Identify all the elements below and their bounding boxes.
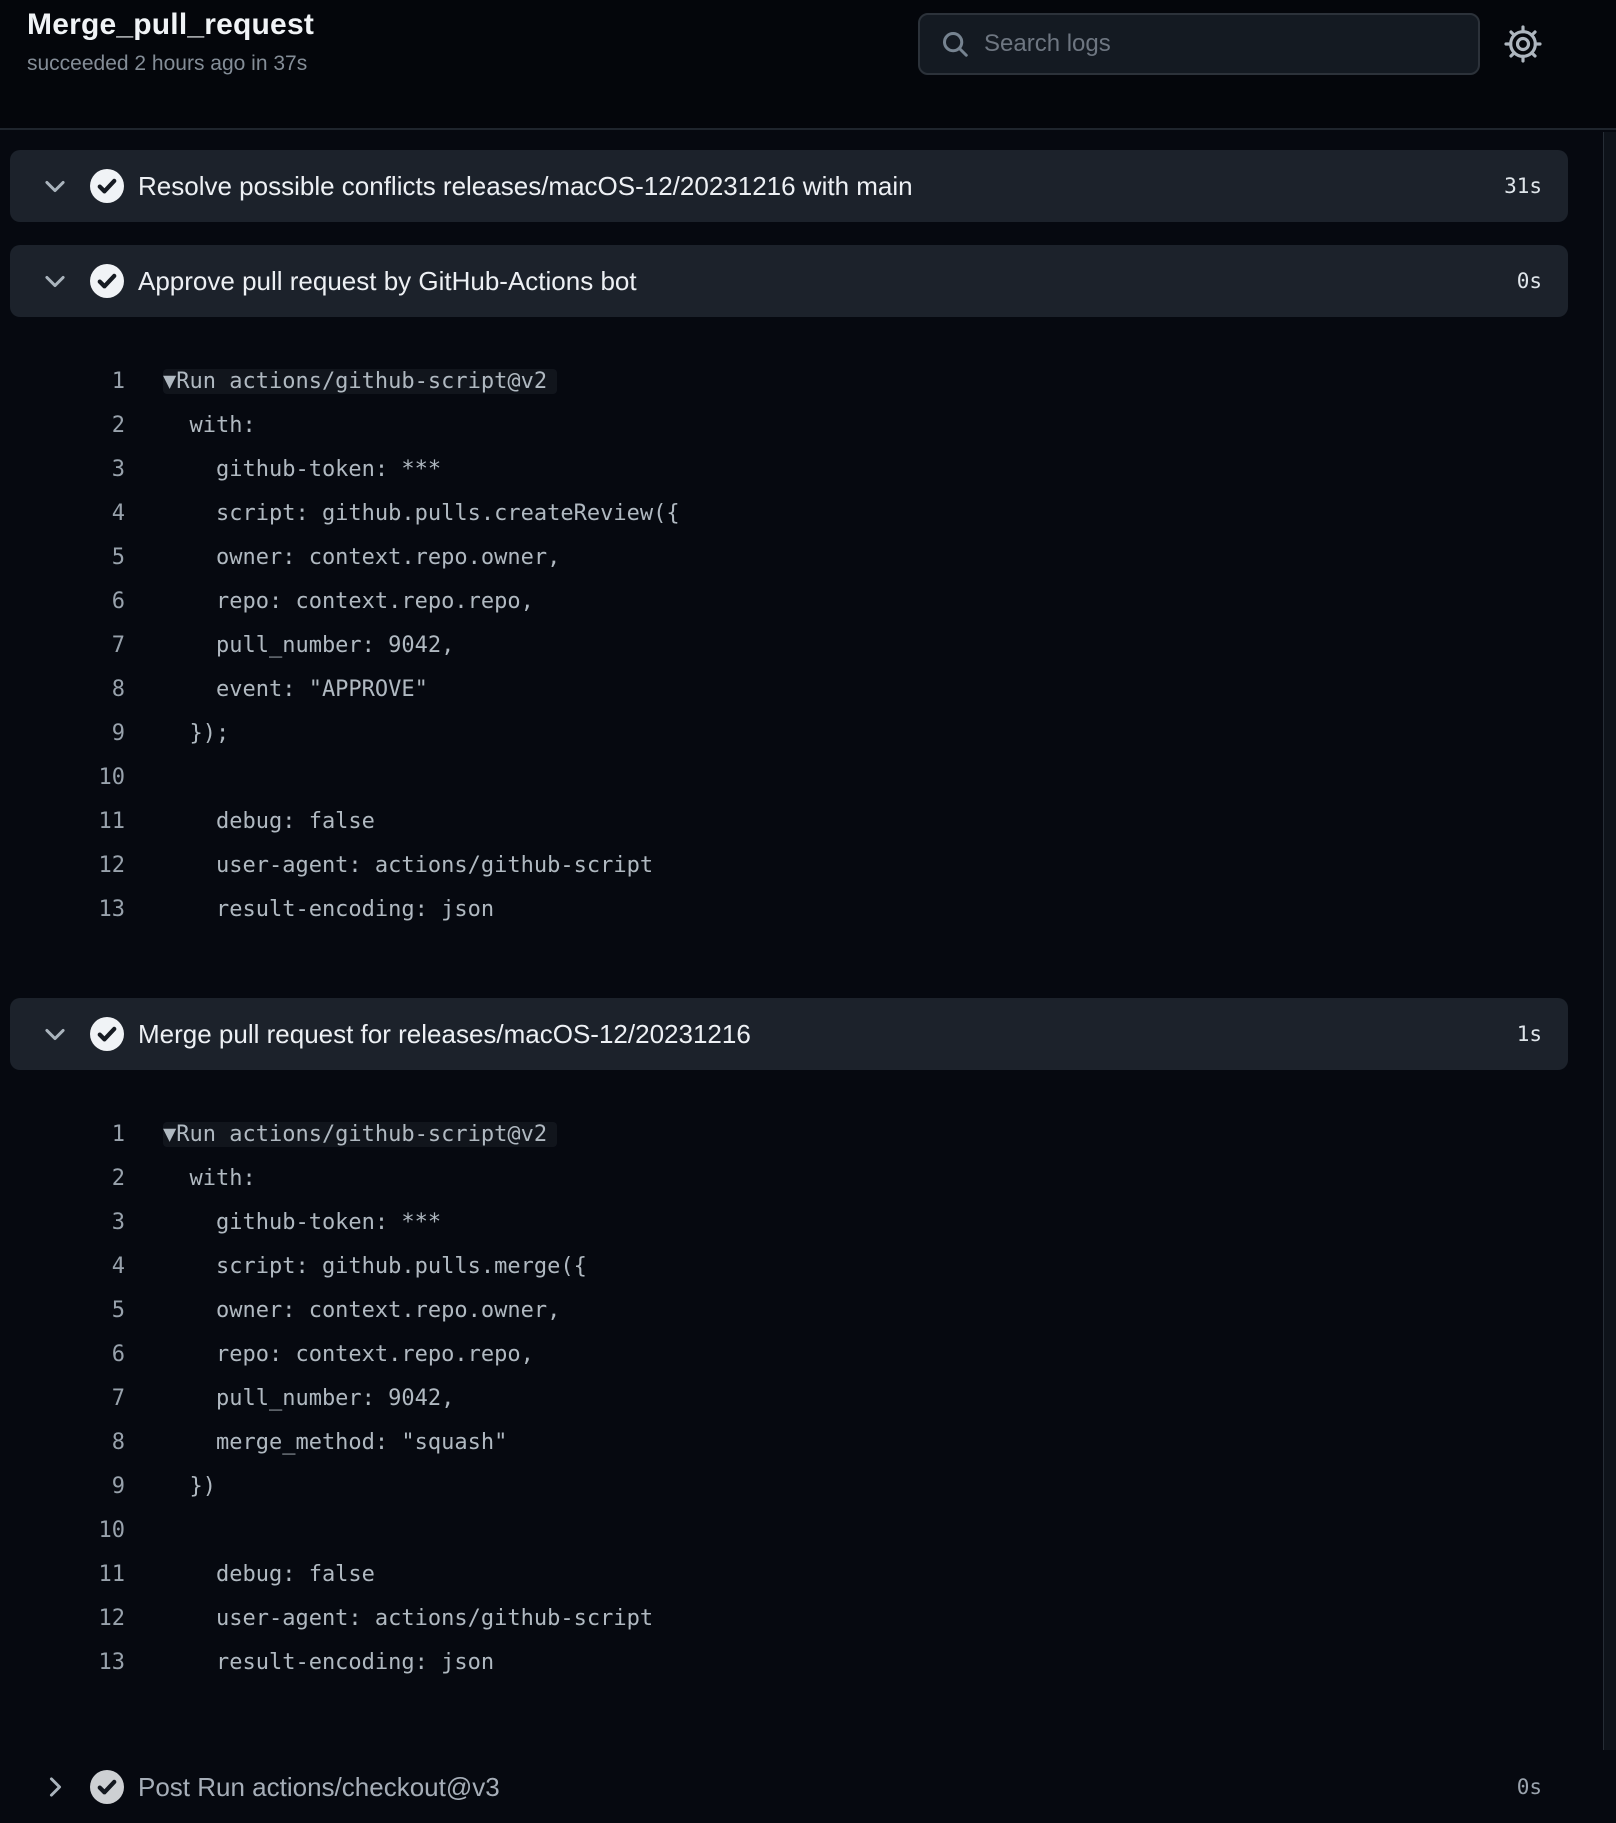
line-text: event: "APPROVE" bbox=[163, 676, 428, 702]
line-text: script: github.pulls.createReview({ bbox=[163, 500, 680, 526]
line-number[interactable]: 5 bbox=[111, 544, 125, 570]
search-logs-box[interactable] bbox=[918, 13, 1480, 75]
line-text: user-agent: actions/github-script bbox=[163, 1605, 654, 1631]
line-text: }); bbox=[163, 720, 230, 746]
step-header[interactable] bbox=[10, 150, 1568, 222]
log-steps-list bbox=[0, 130, 1558, 1823]
line-number[interactable]: 3 bbox=[111, 1209, 125, 1235]
step-title: Post Run actions/checkout@v3 bbox=[138, 1771, 500, 1802]
line-number[interactable]: 12 bbox=[98, 1605, 125, 1631]
success-check-icon bbox=[90, 169, 124, 203]
log-line bbox=[10, 1508, 1558, 1552]
line-number[interactable]: 4 bbox=[111, 500, 125, 526]
log-line bbox=[10, 1200, 1558, 1244]
log-line bbox=[10, 1640, 1558, 1684]
log-line bbox=[10, 843, 1558, 887]
step-duration: 0s bbox=[1516, 269, 1542, 293]
step-duration: 31s bbox=[1504, 174, 1542, 198]
log-line bbox=[10, 579, 1558, 623]
step-section bbox=[10, 150, 1558, 222]
line-text: github-token: *** bbox=[163, 456, 442, 482]
scrollbar-track[interactable] bbox=[1603, 132, 1616, 1750]
log-line bbox=[10, 1332, 1558, 1376]
line-text: repo: context.repo.repo, bbox=[163, 588, 534, 614]
step-logs bbox=[10, 317, 1558, 975]
chevron-down-icon[interactable] bbox=[42, 173, 68, 199]
log-line bbox=[10, 1376, 1558, 1420]
step-header[interactable] bbox=[10, 245, 1568, 317]
log-line bbox=[10, 1112, 1558, 1156]
line-number[interactable]: 5 bbox=[111, 1297, 125, 1323]
line-text: user-agent: actions/github-script bbox=[163, 852, 654, 878]
line-number[interactable]: 3 bbox=[111, 456, 125, 482]
log-line bbox=[10, 887, 1558, 931]
line-text: debug: false bbox=[163, 808, 375, 834]
step-header[interactable] bbox=[10, 1751, 1568, 1823]
line-number[interactable]: 7 bbox=[111, 1385, 125, 1411]
line-text: }) bbox=[163, 1473, 216, 1499]
step-header[interactable] bbox=[10, 998, 1568, 1070]
log-settings-button[interactable] bbox=[1500, 21, 1546, 67]
step-section bbox=[10, 245, 1558, 975]
step-logs bbox=[10, 1070, 1558, 1728]
line-number[interactable]: 11 bbox=[98, 808, 125, 834]
log-line bbox=[10, 1596, 1558, 1640]
line-text: ▼Run actions/github-script@v2 bbox=[163, 369, 557, 394]
search-icon bbox=[940, 29, 970, 59]
log-line bbox=[10, 1156, 1558, 1200]
success-check-icon bbox=[90, 1770, 124, 1804]
step-duration: 1s bbox=[1516, 1022, 1542, 1046]
chevron-right-icon[interactable] bbox=[42, 1774, 68, 1800]
chevron-down-icon[interactable] bbox=[42, 1021, 68, 1047]
log-line bbox=[10, 403, 1558, 447]
line-text: repo: context.repo.repo, bbox=[163, 1341, 534, 1367]
line-number[interactable]: 6 bbox=[111, 1341, 125, 1367]
log-line bbox=[10, 1244, 1558, 1288]
line-text: github-token: *** bbox=[163, 1209, 442, 1235]
line-text: with: bbox=[163, 1165, 256, 1191]
log-line bbox=[10, 623, 1558, 667]
line-number[interactable]: 11 bbox=[98, 1561, 125, 1587]
line-number[interactable]: 10 bbox=[98, 764, 125, 790]
job-status-text: succeeded 2 hours ago in 37s bbox=[27, 52, 308, 75]
step-title: Resolve possible conflicts releases/macOS-12/20231216 with main bbox=[138, 170, 913, 201]
line-text: result-encoding: json bbox=[163, 896, 495, 922]
line-text: owner: context.repo.owner, bbox=[163, 544, 561, 570]
line-text: owner: context.repo.owner, bbox=[163, 1297, 561, 1323]
success-check-icon bbox=[90, 1017, 124, 1051]
step-title: Approve pull request by GitHub-Actions bot bbox=[138, 265, 637, 296]
log-line bbox=[10, 1288, 1558, 1332]
line-text: pull_number: 9042, bbox=[163, 632, 455, 658]
line-number[interactable]: 9 bbox=[111, 720, 125, 746]
log-line bbox=[10, 799, 1558, 843]
step-section bbox=[10, 1751, 1558, 1823]
log-line bbox=[10, 359, 1558, 403]
line-number[interactable]: 7 bbox=[111, 632, 125, 658]
line-text: debug: false bbox=[163, 1561, 375, 1587]
log-line bbox=[10, 711, 1558, 755]
line-text: result-encoding: json bbox=[163, 1649, 495, 1675]
line-text: pull_number: 9042, bbox=[163, 1385, 455, 1411]
log-line bbox=[10, 1464, 1558, 1508]
line-number[interactable]: 2 bbox=[111, 1165, 125, 1191]
line-text: with: bbox=[163, 412, 256, 438]
step-duration: 0s bbox=[1516, 1775, 1542, 1799]
line-number[interactable]: 10 bbox=[98, 1517, 125, 1543]
step-section bbox=[10, 998, 1558, 1728]
line-number[interactable]: 8 bbox=[111, 1429, 125, 1455]
line-number[interactable]: 1 bbox=[111, 1121, 125, 1147]
line-number[interactable]: 1 bbox=[111, 368, 125, 394]
line-number[interactable]: 13 bbox=[98, 896, 125, 922]
success-check-icon bbox=[90, 264, 124, 298]
line-text: merge_method: "squash" bbox=[163, 1429, 508, 1455]
step-title: Merge pull request for releases/macOS-12/20231216 bbox=[138, 1018, 751, 1049]
log-line bbox=[10, 1420, 1558, 1464]
line-number[interactable]: 12 bbox=[98, 852, 125, 878]
log-line bbox=[10, 491, 1558, 535]
search-logs-input[interactable] bbox=[984, 30, 1424, 58]
gear-icon bbox=[1503, 24, 1543, 64]
log-line bbox=[10, 1552, 1558, 1596]
log-line bbox=[10, 667, 1558, 711]
line-text: script: github.pulls.merge({ bbox=[163, 1253, 587, 1279]
log-line bbox=[10, 535, 1558, 579]
job-header bbox=[0, 0, 1616, 130]
line-number[interactable]: 9 bbox=[111, 1473, 125, 1499]
line-number[interactable]: 4 bbox=[111, 1253, 125, 1279]
line-number[interactable]: 8 bbox=[111, 676, 125, 702]
line-number[interactable]: 13 bbox=[98, 1649, 125, 1675]
log-line bbox=[10, 447, 1558, 491]
job-title: Merge_pull_request bbox=[27, 8, 315, 41]
line-text: ▼Run actions/github-script@v2 bbox=[163, 1122, 557, 1147]
line-number[interactable]: 2 bbox=[111, 412, 125, 438]
line-number[interactable]: 6 bbox=[111, 588, 125, 614]
log-line bbox=[10, 755, 1558, 799]
chevron-down-icon[interactable] bbox=[42, 268, 68, 294]
